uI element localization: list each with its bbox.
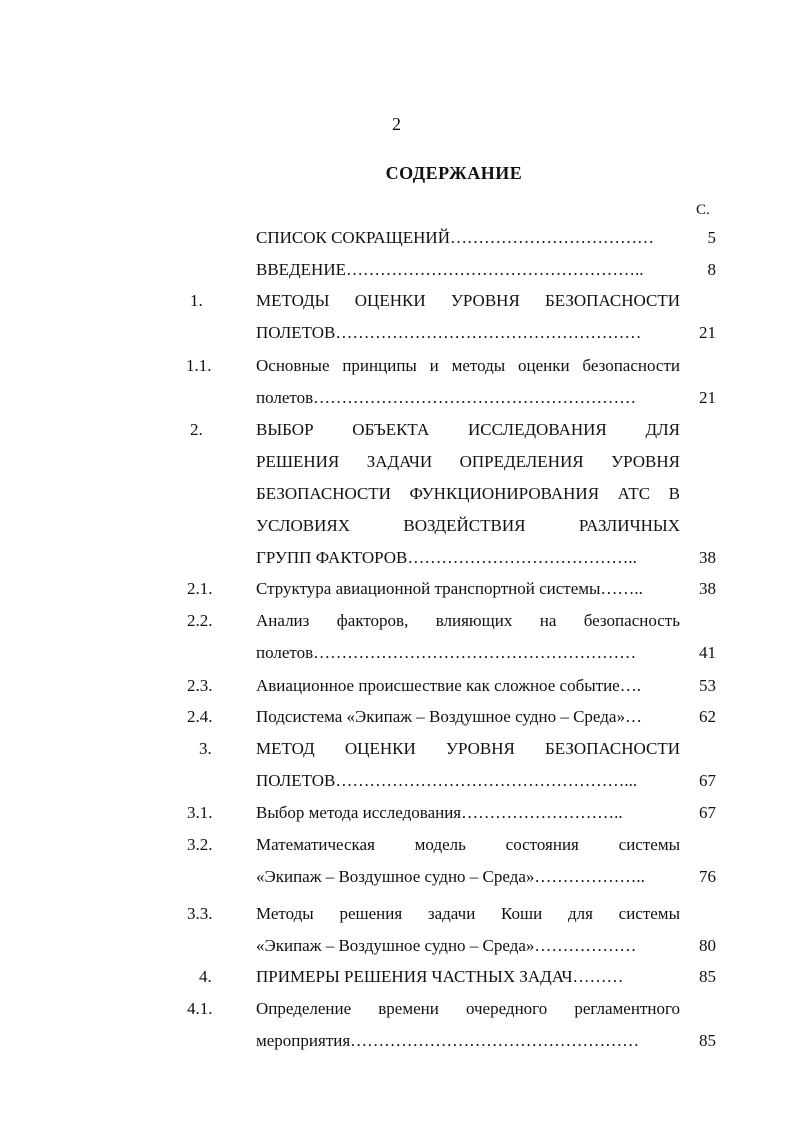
toc-line [0, 733, 793, 765]
toc-entry-text: ВВЕДЕНИЕ…………………………………………….. [256, 260, 644, 279]
toc-entry-number: 4. [199, 967, 212, 986]
toc-entry-page: 76 [699, 867, 716, 886]
toc-entry-text: ГРУПП ФАКТОРОВ………………………………….. [256, 548, 637, 567]
toc-entry-text: Подсистема «Экипаж – Воздушное судно – Среда»… [256, 707, 642, 726]
toc-line [0, 478, 793, 510]
toc-entry-text: Авиационное происшествие как сложное событие…. [256, 676, 641, 695]
toc-entry-text: «Экипаж – Воздушное судно – Среда»……………….. [256, 867, 645, 886]
toc-entry-text: полетов………………………………………………… [256, 388, 637, 407]
toc-entry-text: Основные принципы и методы оценки безопасности [256, 356, 680, 375]
toc-entry-number: 3.3. [187, 904, 213, 923]
toc-entry-number: 4.1. [187, 999, 213, 1018]
toc-line [0, 670, 793, 702]
toc-entry-text: Методы решения задачи Коши для системы [256, 904, 680, 923]
toc-line [0, 797, 793, 829]
toc-entry-number: 2.3. [187, 676, 213, 695]
toc-entry-text: Структура авиационной транспортной системы…….. [256, 579, 643, 598]
toc-line [0, 382, 793, 414]
toc-line [0, 961, 793, 993]
page-title: СОДЕРЖАНИЕ [385, 163, 523, 183]
toc-entry-page: 41 [699, 643, 716, 662]
toc-entry-page: 21 [699, 323, 716, 342]
toc-entry-number: 2. [190, 420, 203, 439]
toc-entry-text: ВЫБОР ОБЪЕКТА ИССЛЕДОВАНИЯ ДЛЯ [256, 420, 680, 439]
toc-line [0, 701, 793, 733]
toc-line [0, 317, 793, 349]
toc-line [0, 350, 793, 382]
toc-entry-page: 38 [699, 579, 716, 598]
toc-entry-page: 8 [707, 260, 716, 279]
toc-entry-text: СПИСОК СОКРАЩЕНИЙ……………………………… [256, 228, 654, 247]
toc-entry-page: 67 [699, 771, 716, 790]
toc-line [0, 898, 793, 930]
toc-entry-number: 3.2. [187, 835, 213, 854]
toc-entry-text: Выбор метода исследования……………………….. [256, 803, 623, 822]
toc-entry-text: ПРИМЕРЫ РЕШЕНИЯ ЧАСТНЫХ ЗАДАЧ……… [256, 967, 624, 986]
toc-line [0, 993, 793, 1025]
toc-entry-text: МЕТОД ОЦЕНКИ УРОВНЯ БЕЗОПАСНОСТИ [256, 739, 680, 758]
toc-entry-text: БЕЗОПАСНОСТИ ФУНКЦИОНИРОВАНИЯ АТС В [256, 484, 680, 503]
toc-entry-page: 80 [699, 936, 716, 955]
page-column-label: С. [696, 202, 710, 218]
toc-entry-text: «Экипаж – Воздушное судно – Среда»……………… [256, 936, 637, 955]
toc-entry-page: 62 [699, 707, 716, 726]
toc-line [0, 930, 793, 962]
toc-entry-text: ПОЛЕТОВ……………………………………………... [256, 771, 638, 790]
toc-entry-number: 1.1. [186, 356, 212, 375]
toc-line [0, 861, 793, 893]
page-number: 2 [392, 114, 401, 134]
toc-line [0, 573, 793, 605]
toc-entry-number: 3.1. [187, 803, 213, 822]
toc-entry-text: УСЛОВИЯХ ВОЗДЕЙСТВИЯ РАЗЛИЧНЫХ [256, 516, 680, 535]
toc-entry-number: 1. [190, 291, 203, 310]
toc-entry-text: МЕТОДЫ ОЦЕНКИ УРОВНЯ БЕЗОПАСНОСТИ [256, 291, 680, 310]
toc-line [0, 829, 793, 861]
toc-line [0, 1025, 793, 1057]
toc-entry-text: РЕШЕНИЯ ЗАДАЧИ ОПРЕДЕЛЕНИЯ УРОВНЯ [256, 452, 680, 471]
toc-entry-page: 21 [699, 388, 716, 407]
toc-line [0, 254, 793, 286]
toc-line [0, 605, 793, 637]
toc-line [0, 414, 793, 446]
toc-entry-page: 67 [699, 803, 716, 822]
toc-line [0, 510, 793, 542]
toc-line [0, 446, 793, 478]
toc-entry-number: 3. [199, 739, 212, 758]
toc-entry-number: 2.2. [187, 611, 213, 630]
toc-line [0, 222, 793, 254]
toc-entry-text: Математическая модель состояния системы [256, 835, 680, 854]
toc-entry-page: 85 [699, 1031, 716, 1050]
toc-entry-text: полетов………………………………………………… [256, 643, 637, 662]
toc-entry-number: 2.1. [187, 579, 213, 598]
toc-line [0, 285, 793, 317]
toc-line [0, 542, 793, 574]
toc-entry-page: 38 [699, 548, 716, 567]
toc-entry-text: ПОЛЕТОВ……………………………………………… [256, 323, 642, 342]
toc-entry-page: 53 [699, 676, 716, 695]
toc-entry-text: Анализ факторов, влияющих на безопасность [256, 611, 680, 630]
toc-line [0, 637, 793, 669]
toc-entry-text: Определение времени очередного регламентного [256, 999, 680, 1018]
toc-entry-page: 5 [707, 228, 716, 247]
toc-entry-text: мероприятия…………………………………………… [256, 1031, 640, 1050]
toc-entry-number: 2.4. [187, 707, 213, 726]
toc-entry-page: 85 [699, 967, 716, 986]
toc-line [0, 765, 793, 797]
